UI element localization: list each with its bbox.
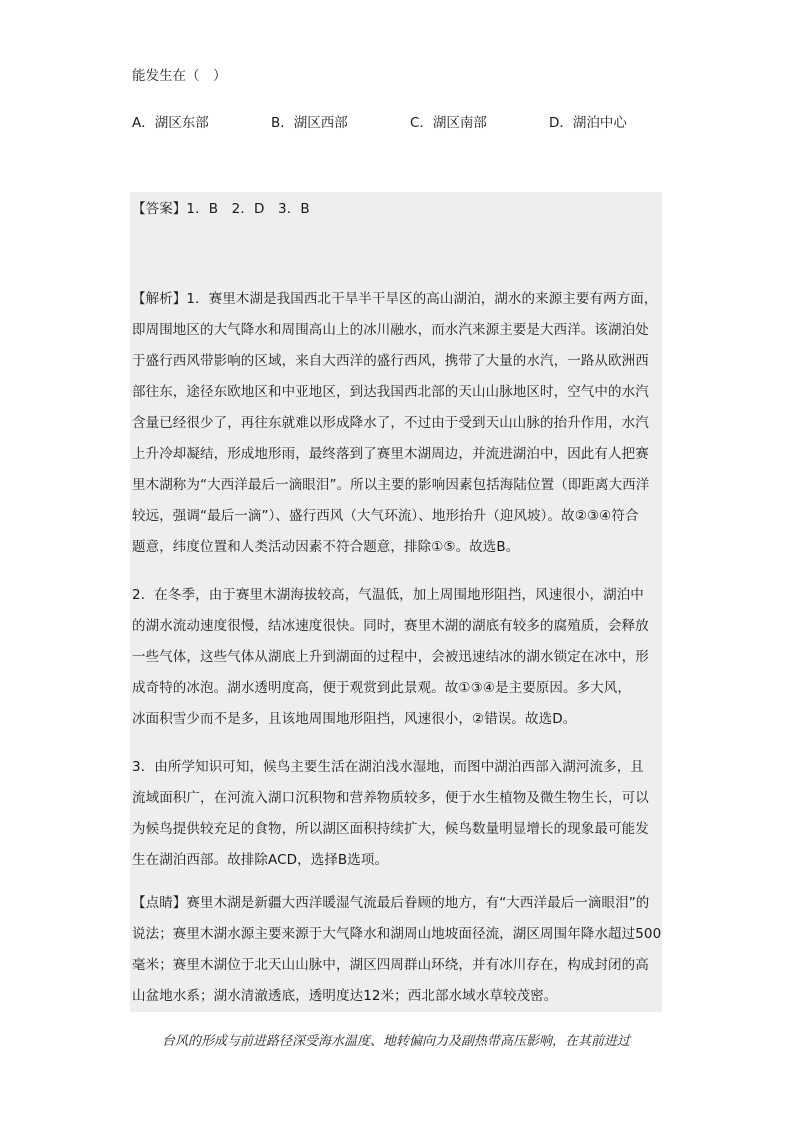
q2-line: 的湖水流动速度很慢，结冰速度很快。同时，赛里木湖的湖底有较多的腐殖质，会释放 — [132, 618, 649, 634]
next-question-start: 台风的形成与前进路径深受海水温度、地转偏向力及副热带高压影响，在其前进过 — [162, 1034, 631, 1049]
note-line: 山盆地水系；湖水清澈透底，透明度达12米；西北部水域水草较茂密。 — [132, 988, 558, 1004]
note-line: 毫米；赛里木湖位于北天山山脉中，湖区四周群山环绕，并有冰川存在，构成封闭的高 — [132, 957, 649, 973]
question-tail: 能发生在（ ） — [132, 68, 227, 84]
answer-line: 【答案】1．B 2．D 3．B — [132, 201, 310, 217]
option-c: C．湖区南部 — [410, 115, 487, 131]
note-line: 【点睛】赛里木湖是新疆大西洋暖湿气流最后眷顾的地方，有“大西洋最后一滴眼泪”的 — [132, 895, 650, 911]
q2-line: 成奇特的冰泡。湖水透明度高，便于观赏到此景观。故①③④是主要原因。多大风， — [132, 680, 632, 696]
q2-line: 一些气体，这些气体从湖底上升到湖面的过程中，会被迅速结冰的湖水锁定在冰中，形 — [132, 649, 649, 665]
q3-line: 3．由所学知识可知，候鸟主要生活在湖泊浅水湿地，而图中湖泊西部入湖河流多，且 — [132, 759, 644, 775]
analysis-line: 于盛行西风带影响的区域，来自大西洋的盛行西风，携带了大量的水汽，一路从欧洲西 — [132, 353, 649, 369]
analysis-line: 较远，强调“最后一滴”）、盛行西风（大气环流）、地形抬升（迎风坡）。故②③④符合 — [132, 508, 639, 524]
option-b: B．湖区西部 — [271, 115, 348, 131]
q3-line: 流域面积广，在河流入湖口沉积物和营养物质较多，便于水生植物及微生物生长，可以 — [132, 790, 649, 806]
analysis-line: 部往东，途径东欧地区和中亚地区，到达我国西北部的天山山脉地区时，空气中的水汽 — [132, 384, 649, 400]
analysis-line: 题意，纬度位置和人类活动因素不符合题意，排除①⑤。故选B。 — [132, 539, 520, 555]
analysis-line: 【解析】1．赛里木湖是我国西北干旱半干旱区的高山湖泊，湖水的来源主要有两方面， — [132, 291, 658, 307]
analysis-line: 即周围地区的大气降水和周围高山上的冰川融水，而水汽来源主要是大西洋。该湖泊处 — [132, 322, 649, 338]
option-a: A．湖区东部 — [132, 115, 209, 131]
analysis-line: 里木湖称为“大西洋最后一滴眼泪”。所以主要的影响因素包括海陆位置（即距离大西洋 — [132, 477, 650, 493]
q3-line: 为候鸟提供较充足的食物，所以湖区面积持续扩大，候鸟数量明显增长的现象最可能发 — [132, 821, 649, 837]
q3-line: 生在湖泊西部。故排除ACD，选择B选项。 — [132, 852, 389, 868]
q2-line: 冰面积雪少而不是多，且该地周围地形阻挡，风速很小，②错误。故选D。 — [132, 711, 577, 727]
q2-line: 2．在冬季，由于赛里木湖海拔较高，气温低，加上周围地形阻挡，风速很小，湖泊中 — [132, 587, 644, 603]
note-line: 说法；赛里木湖水源主要来源于大气降水和湖周山地坡面径流，湖区周围年降水超过500 — [132, 926, 662, 942]
analysis-line: 含量已经很少了，再往东就难以形成降水了，不过由于受到天山山脉的抬升作用，水汽 — [132, 415, 649, 431]
analysis-line: 上升冷却凝结，形成地形雨，最终落到了赛里木湖周边，并流进湖泊中，因此有人把赛 — [132, 446, 649, 462]
option-d: D．湖泊中心 — [549, 115, 627, 131]
